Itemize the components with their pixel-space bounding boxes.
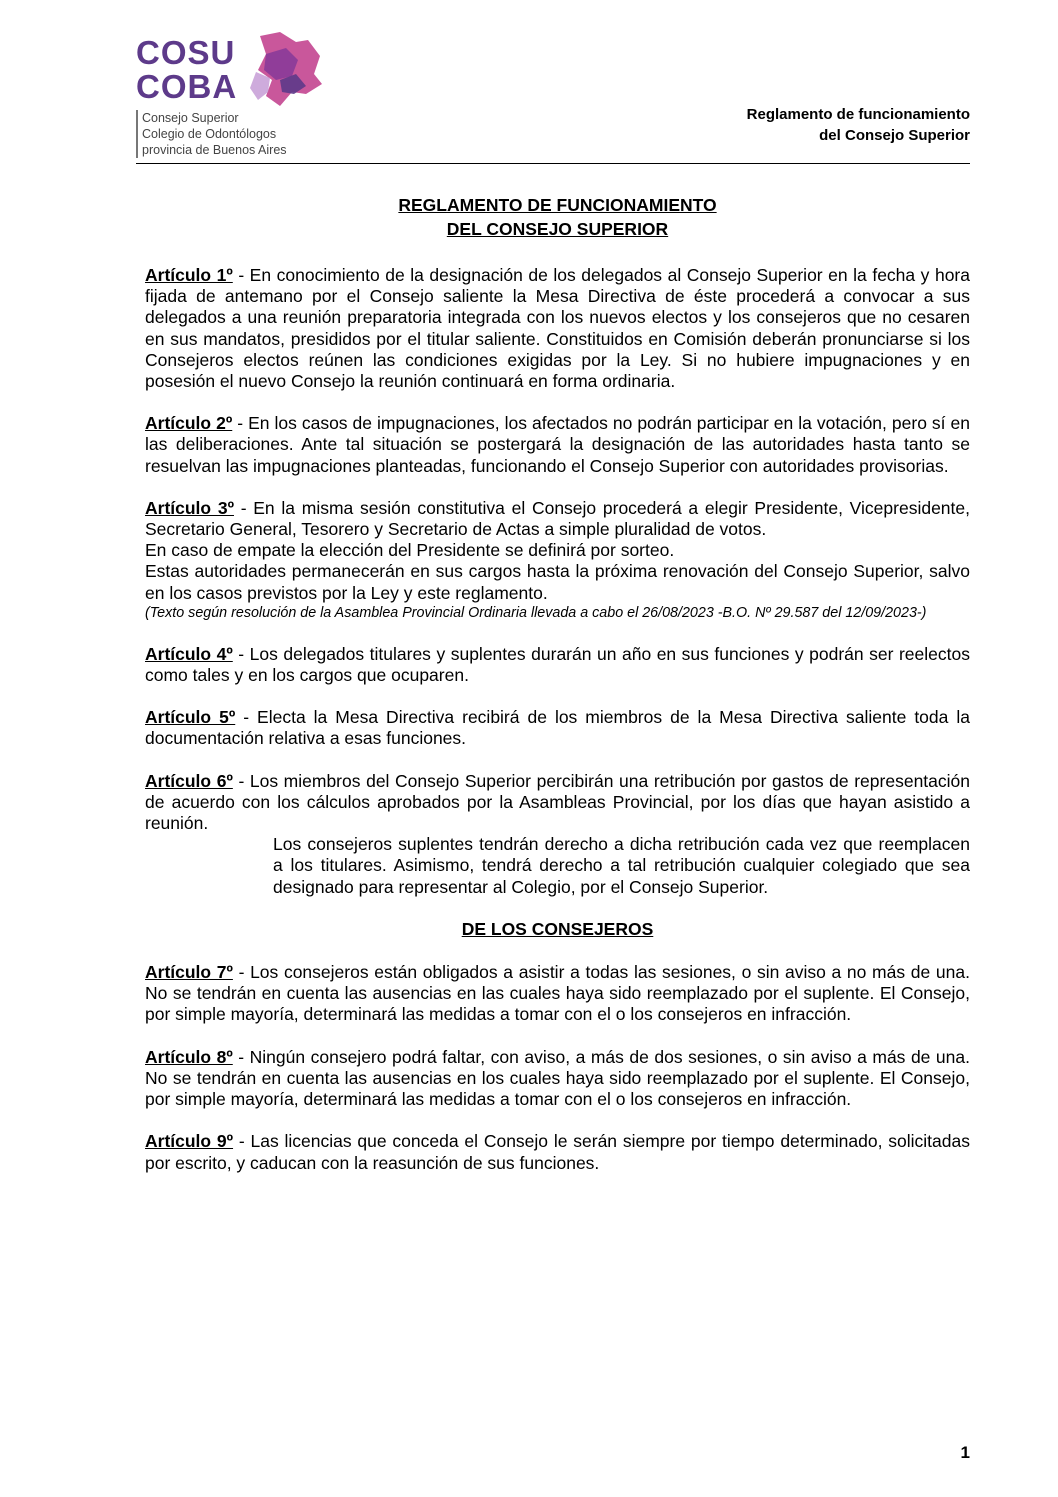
article-9 bbox=[145, 1131, 970, 1173]
article-4 bbox=[145, 644, 970, 686]
logo-wordmark-line2: COBA bbox=[136, 68, 238, 105]
document-body bbox=[145, 265, 970, 1195]
article-8 bbox=[145, 1047, 970, 1111]
document-title bbox=[145, 193, 970, 241]
logo-subtitle-line2: Colegio de Odontólogos bbox=[142, 127, 277, 141]
article-text: - En conocimiento de la designación de los delegados al Consejo Superior en la fecha y hora fijada de antemano por el Consejo saliente la Mesa Directiva de éste procederá a convocar a sus delegados a una reunión preparatoria integrada con los nuevos electos y los consejeros que no cesaren en sus mandatos, presididos por el titular saliente. Constituidos en Comisión deberán pronunciarse si los Consejeros electos reúnen las condiciones exigidas por la Ley. Si no hubiere impugnaciones y en posesión el nuevo Consejo la reunión continuará en forma ordinaria. bbox=[145, 265, 970, 392]
page-number: 1 bbox=[960, 1443, 970, 1462]
article-text: - Ningún consejero podrá faltar, con aviso, a más de dos sesiones, o sin aviso a más de una. No se tendrán en cuenta las ausencias en los cuales haya sido reemplazado por el suplente. El Consejo, por simple mayoría, determinará las medidas a tomar con el o los consejeros en infracción. bbox=[145, 1046, 970, 1110]
article-5 bbox=[145, 707, 970, 749]
article-label: Artículo 7º bbox=[145, 962, 233, 983]
article-label: Artículo 3º bbox=[145, 497, 234, 518]
running-header bbox=[747, 104, 970, 146]
cosucoba-logo bbox=[136, 30, 326, 165]
article-text-line2: Los consejeros suplentes tendrán derecho a dicha retribución cada vez que reemplacen a los titulares. Asimismo, tendrá derecho a tal retribución cualquier colegiado que sea designado para representar al Colegio, por el Consejo Superior. bbox=[273, 834, 970, 897]
header-divider bbox=[136, 163, 970, 164]
article-label: Artículo 1º bbox=[145, 265, 233, 285]
article-text: - Los consejeros están obligados a asistir a todas las sesiones, o sin aviso a no más de una. No se tendrán en cuenta las ausencias en las cuales haya sido reemplazado por el suplente. El Consejo, por simple mayoría, determinará las medidas a tomar con el o los consejeros en infracción. bbox=[145, 962, 970, 1025]
article-6 bbox=[145, 771, 970, 898]
logo-wordmark-line1: COSU bbox=[136, 34, 236, 71]
logo-subtitle-line3: provincia de Buenos Aires bbox=[142, 143, 287, 157]
article-2 bbox=[145, 413, 970, 477]
running-header-line2: del Consejo Superior bbox=[819, 127, 970, 144]
article-3 bbox=[145, 498, 970, 623]
article-text: - Electa la Mesa Directiva recibirá de los miembros de la Mesa Directiva saliente toda la documentación relativa a esas funciones. bbox=[145, 707, 970, 749]
article-text-line3: Estas autoridades permanecerán en sus cargos hasta la próxima renovación del Consejo Superior, salvo en los casos previstos por la Ley y este reglamento. bbox=[145, 561, 970, 603]
article-text-line2: En caso de empate la elección del Presidente se definirá por sorteo. bbox=[145, 540, 675, 561]
article-label: Artículo 5º bbox=[145, 707, 236, 728]
amendment-note: (Texto según resolución de la Asamblea Provincial Ordinaria llevada a cabo el 26/08/2023 -B.O. Nº 29.587 del 12/09/2023-) bbox=[145, 604, 927, 621]
logo-subtitle-line1: Consejo Superior bbox=[142, 111, 239, 125]
logo-subtitle bbox=[136, 110, 287, 158]
article-1 bbox=[145, 265, 970, 392]
article-text: - En la misma sesión constitutiva el Consejo procederá a elegir Presidente, Vicepresidente, Secretario General, Tesorero y Secretario de Actas a simple pluralidad de votos. bbox=[145, 497, 970, 540]
article-text: - Las licencias que conceda el Consejo le serán siempre por tiempo determinado, solicitadas por escrito, y caducan con la reasunción de sus funciones. bbox=[145, 1131, 970, 1173]
article-text: - Los delegados titulares y suplentes durarán un año en sus funciones y podrán ser reelectos como tales y en los cargos que ocuparen. bbox=[145, 643, 970, 686]
article-label: Artículo 9º bbox=[145, 1131, 234, 1152]
running-header-line1: Reglamento de funcionamiento bbox=[746, 106, 970, 123]
article-label: Artículo 8º bbox=[145, 1046, 233, 1067]
article-label: Artículo 6º bbox=[145, 770, 233, 791]
section-heading: DE LOS CONSEJEROS bbox=[461, 918, 654, 939]
article-7 bbox=[145, 962, 970, 1026]
article-label: Artículo 2º bbox=[145, 413, 233, 434]
buenos-aires-map-icon bbox=[236, 30, 326, 110]
document-title-line2: DEL CONSEJO SUPERIOR bbox=[446, 219, 669, 239]
article-label: Artículo 4º bbox=[145, 643, 233, 664]
document-title-line1: REGLAMENTO DE FUNCIONAMIENTO bbox=[398, 195, 717, 215]
article-text: - En los casos de impugnaciones, los afectados no podrán participar en la votación, pero sí en las deliberaciones. Ante tal situación se postergará la designación de las autoridades hasta tanto se resuelvan las impugnaciones planteadas, funcionando el Consejo Superior con autoridades provisorias. bbox=[145, 413, 971, 476]
article-text: - Los miembros del Consejo Superior percibirán una retribución por gastos de representación de acuerdo con los cálculos aprobados por la Asambleas Provincial, por los días que hayan asistido a reunión. bbox=[145, 770, 970, 834]
